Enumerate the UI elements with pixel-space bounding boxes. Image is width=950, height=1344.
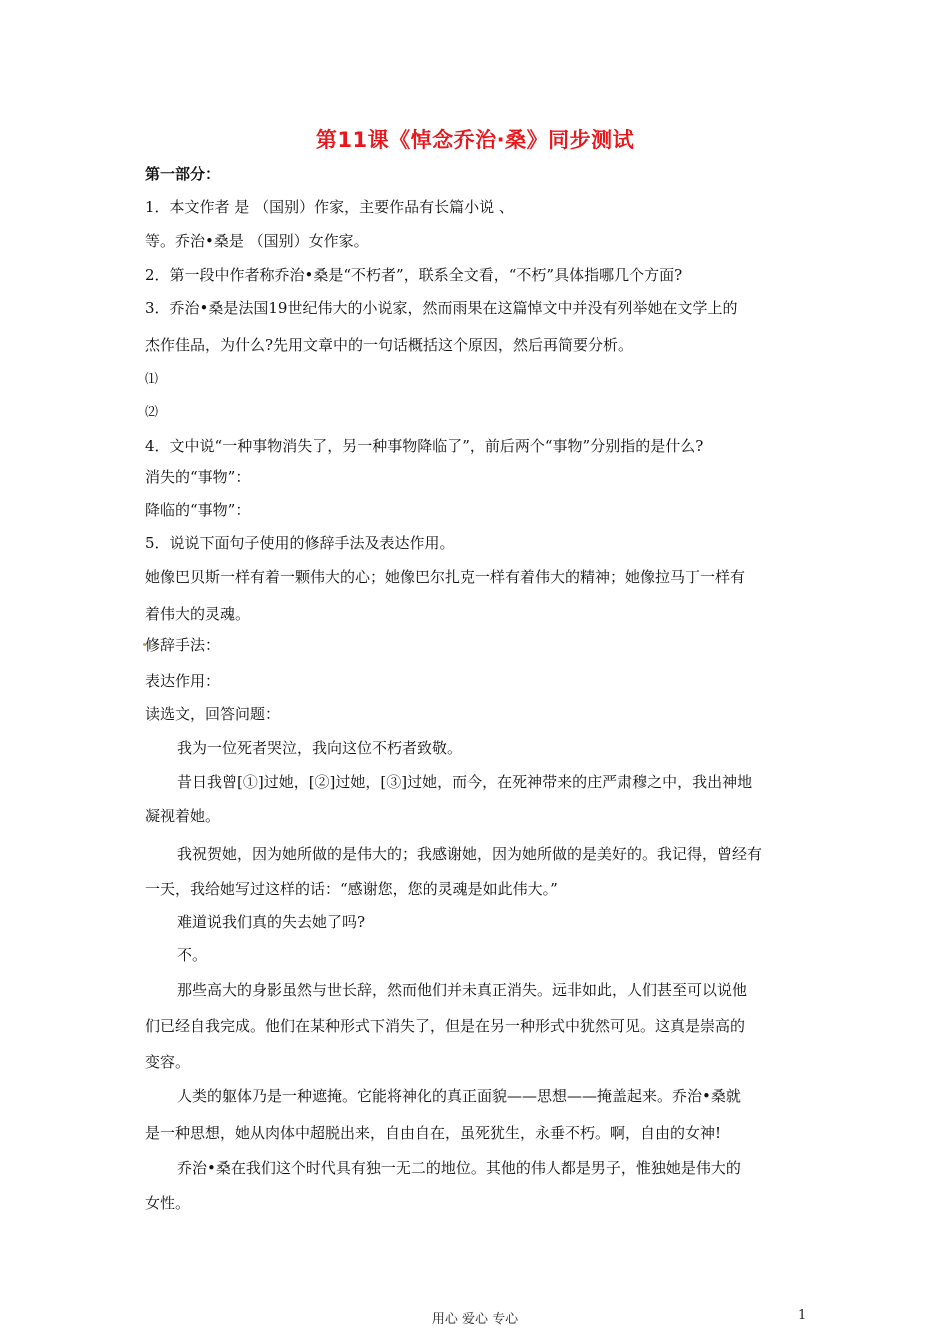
question-1-line-2: 等。乔治•桑是 （国别）女作家。: [145, 232, 369, 250]
rhetoric-label: 修辞手法：: [145, 636, 221, 654]
passage-paragraph-2-line-2: 凝视着她。: [145, 807, 221, 825]
passage-paragraph-6-line-1: 那些高大的身影虽然与世长辞，然而他们并未真正消失。远非如此，人们甚至可以说他: [177, 981, 748, 999]
question-3-line-1: 3．乔治•桑是法国19世纪伟大的小说家，然而雨果在这篇悼文中并没有列举她在文学上的: [145, 299, 738, 317]
section-heading: 第一部分：: [145, 165, 221, 183]
passage-paragraph-2-line-1: 昔日我曾[①]过她，[②]过她，[③]过她，而今，在死神带来的庄严肃穆之中，我出神地: [177, 773, 753, 791]
passage-paragraph-8-line-1: 乔治•桑在我们这个时代具有独一无二的地位。其他的伟人都是男子，惟独她是伟大的: [177, 1159, 741, 1177]
page-number: 1: [798, 1308, 807, 1323]
quoted-sentence-line-2: 着伟大的灵魂。: [145, 605, 251, 623]
answer-marker-1: ⑴: [145, 372, 159, 387]
question-4: 4．文中说“一种事物消失了，另一种事物降临了”，前后两个“事物”分别指的是什么?: [145, 437, 704, 455]
passage-paragraph-1: 我为一位死者哭泣，我向这位不朽者致敬。: [177, 739, 463, 757]
passage-paragraph-3-line-2: 一天，我给她写过这样的话：“感谢您，您的灵魂是如此伟大。”: [145, 880, 558, 898]
effect-label: 表达作用：: [145, 672, 221, 690]
quoted-sentence-line-1: 她像巴贝斯一样有着一颗伟大的心；她像巴尔扎克一样有着伟大的精神；她像拉马丁一样有: [145, 568, 746, 586]
passage-paragraph-6-line-3: 变容。: [145, 1053, 191, 1071]
arrived-thing-label: 降临的“事物”：: [145, 501, 251, 519]
vanished-thing-label: 消失的“事物”：: [145, 468, 251, 486]
passage-paragraph-7-line-1: 人类的躯体乃是一种遮掩。它能将神化的真正面貌——思想——掩盖起来。乔治•桑就: [177, 1087, 741, 1105]
question-3-line-2: 杰作佳品，为什么?先用文章中的一句话概括这个原因，然后再简要分析。: [145, 336, 634, 354]
passage-paragraph-5: 不。: [177, 946, 208, 964]
passage-paragraph-6-line-2: 们已经自我完成。他们在某种形式下消失了，但是在另一种形式中犹然可见。这真是崇高的: [145, 1017, 746, 1035]
page-footer: 用心 爱心 专心: [431, 1312, 519, 1327]
reading-instruction: 读选文，回答问题：: [145, 705, 281, 723]
question-2: 2．第一段中作者称乔治•桑是“不朽者”，联系全文看，“不朽”具体指哪几个方面?: [145, 266, 683, 284]
passage-paragraph-7-line-2: 是一种思想，她从肉体中超脱出来，自由自在，虽死犹生，永垂不朽。啊，自由的女神!: [145, 1124, 722, 1142]
question-1-line-1: 1．本文作者 是 （国别）作家，主要作品有长篇小说 、: [145, 198, 514, 216]
answer-marker-2: ⑵: [145, 405, 159, 420]
passage-paragraph-8-line-2: 女性。: [145, 1194, 191, 1212]
passage-paragraph-3-line-1: 我祝贺她，因为她所做的是伟大的；我感谢她，因为她所做的是美好的。我记得，曾经有: [177, 845, 763, 863]
question-5: 5．说说下面句子使用的修辞手法及表达作用。: [145, 534, 455, 552]
document-title: 第11课《悼念乔治·桑》同步测试: [315, 128, 635, 152]
passage-paragraph-4: 难道说我们真的失去她了吗?: [177, 913, 366, 931]
